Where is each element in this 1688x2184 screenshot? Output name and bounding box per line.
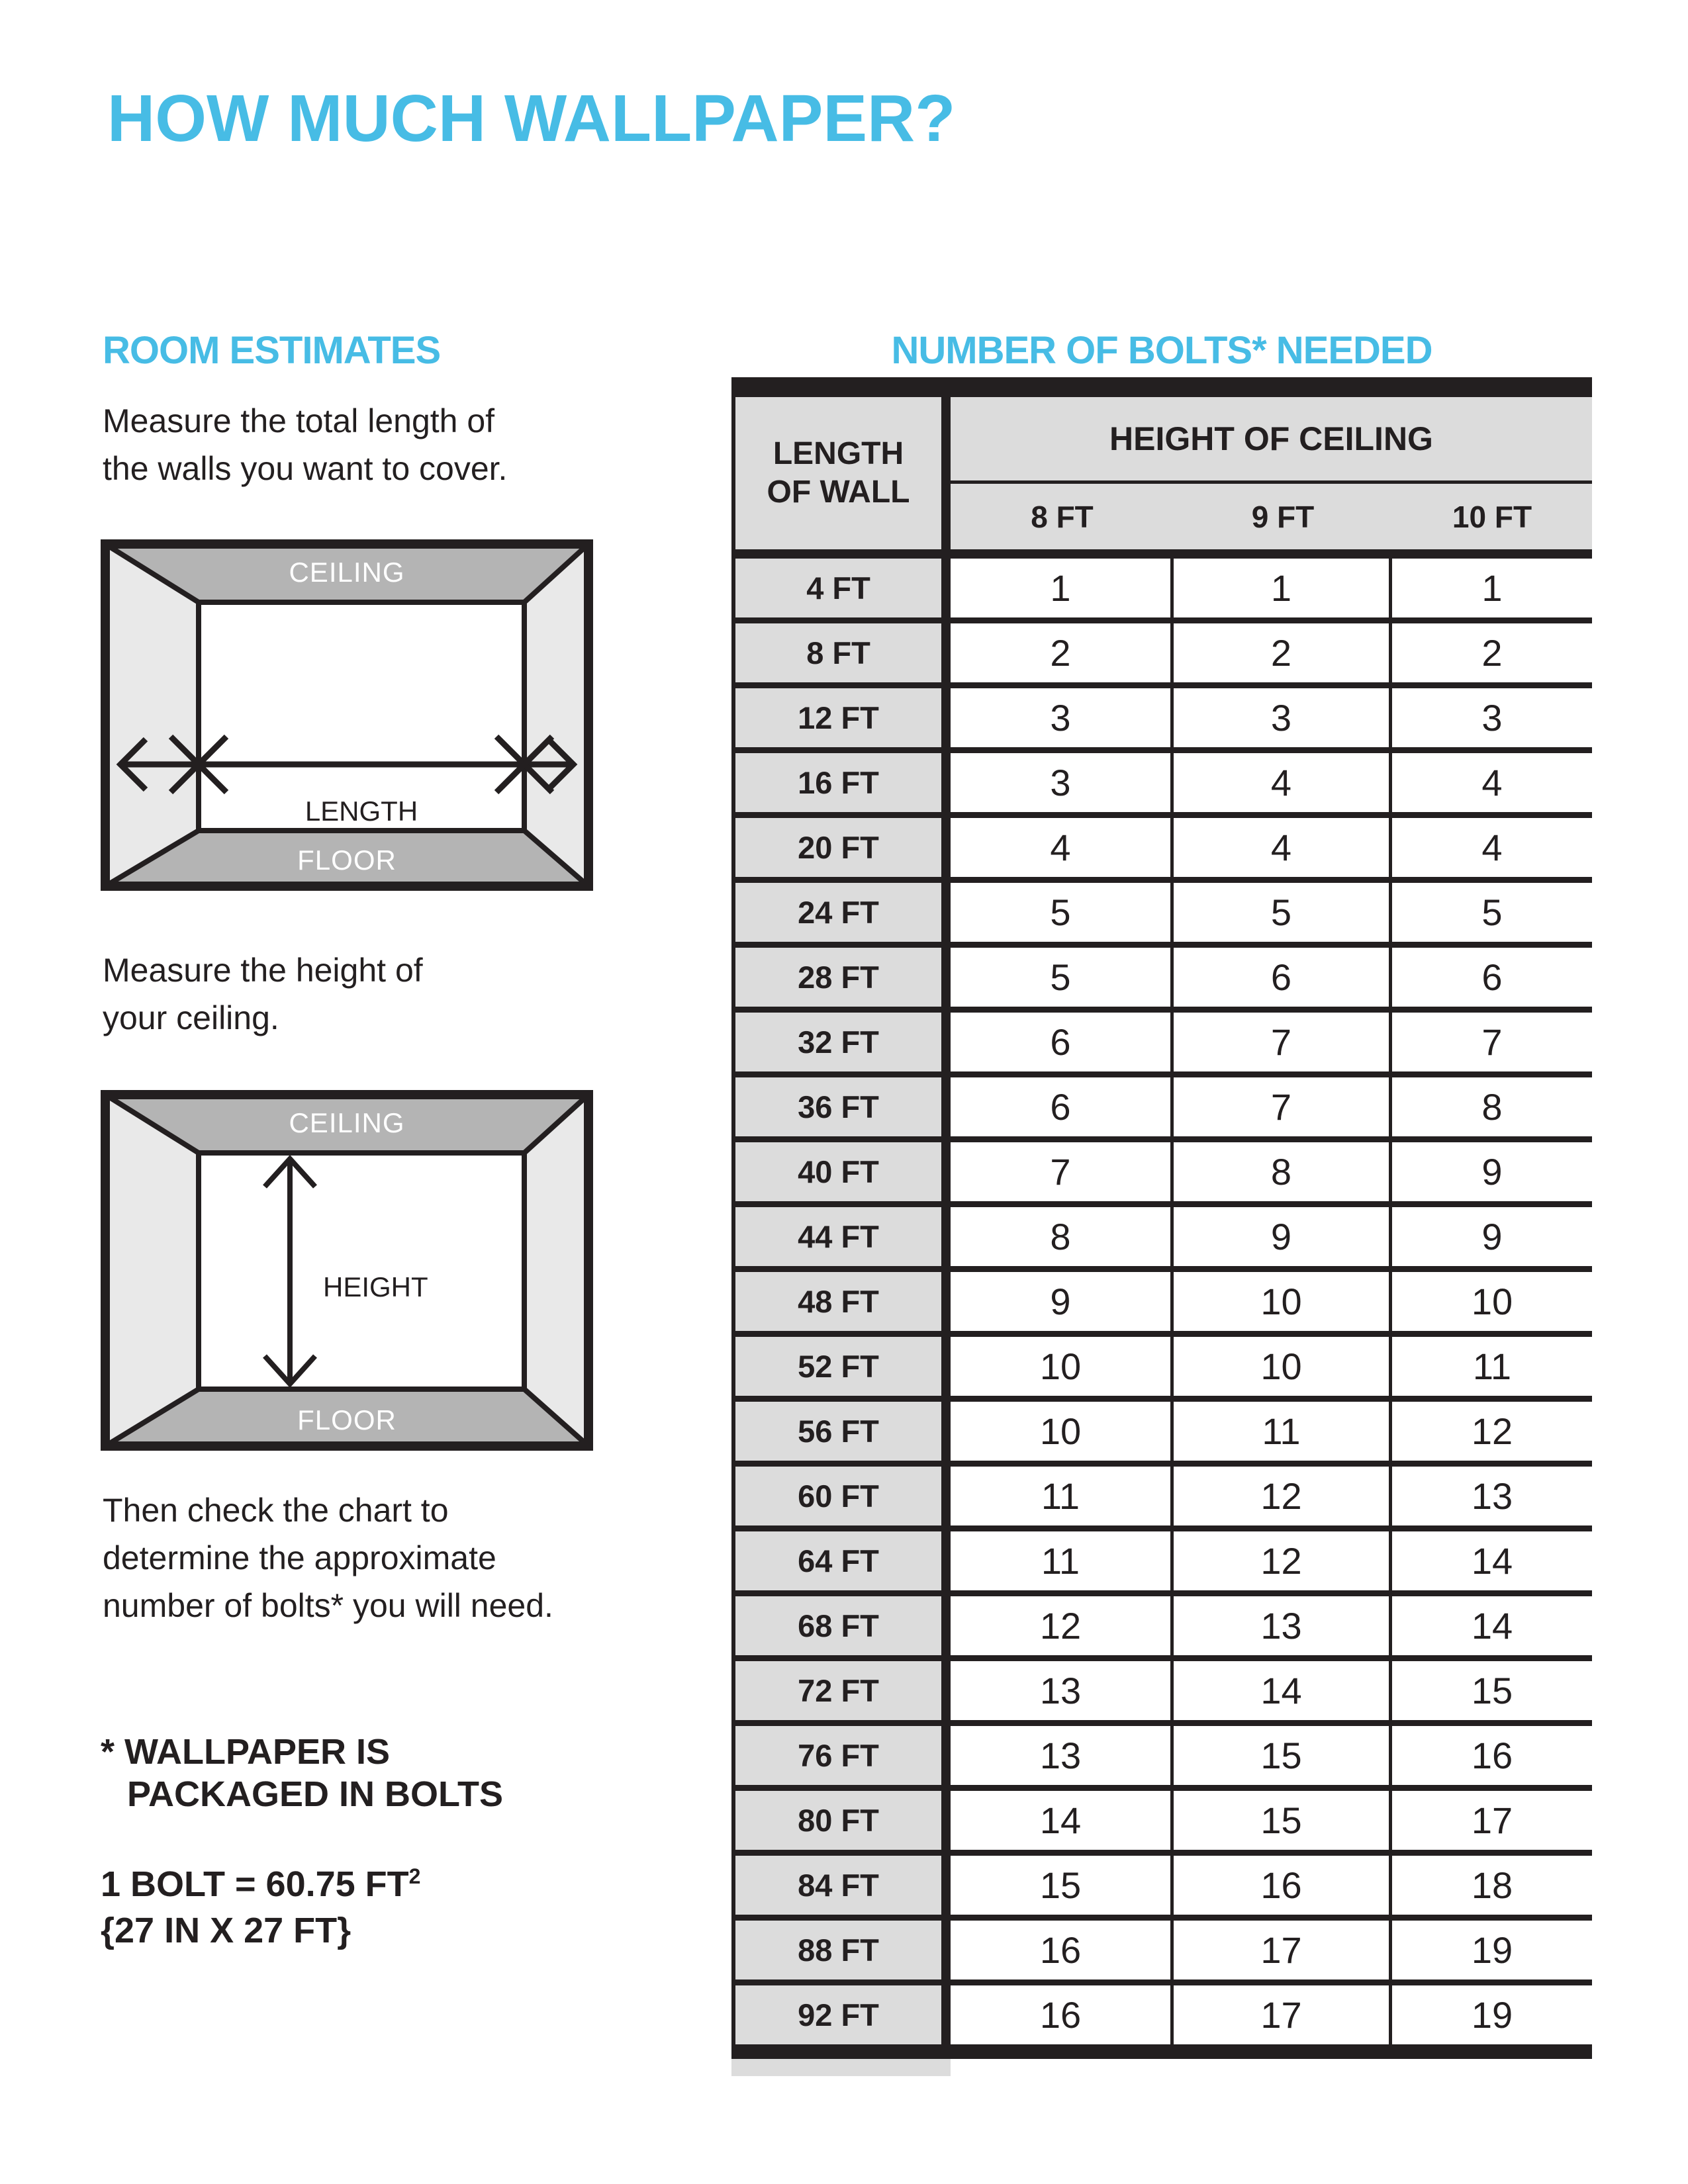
bolts-8ft-cell: 11	[951, 1467, 1170, 1525]
table-row	[731, 753, 1592, 812]
paragraph-line: determine the approximate	[103, 1539, 496, 1576]
bolts-9ft-cell: 4	[1174, 818, 1389, 877]
ceiling-label: CEILING	[289, 557, 405, 588]
bolts-9ft-cell: 11	[1174, 1402, 1389, 1461]
wall-length-cell: 60 FT	[735, 1467, 941, 1525]
column-divider	[941, 688, 951, 747]
bolt-dimensions: {27 IN X 27 FT}	[101, 1911, 352, 1950]
table-row	[731, 1531, 1592, 1590]
column-header-10ft: 10 FT	[1452, 499, 1532, 534]
bolts-10ft-cell: 10	[1392, 1272, 1592, 1331]
wall-length-cell: 24 FT	[735, 883, 941, 942]
bolts-9ft-cell: 7	[1174, 1013, 1389, 1071]
ceiling-height-columns	[951, 484, 1592, 549]
bolts-10ft-cell: 16	[1392, 1726, 1592, 1785]
bolts-10ft-cell: 9	[1392, 1142, 1592, 1201]
wall-length-cell: 48 FT	[735, 1272, 941, 1331]
header-line: LENGTH	[773, 436, 904, 471]
bolts-9ft-cell: 1	[1174, 559, 1389, 617]
bolts-10ft-cell: 13	[1392, 1467, 1592, 1525]
header-line: OF WALL	[767, 475, 910, 510]
bolts-10ft-cell: 19	[1392, 1985, 1592, 2044]
paragraph-line: your ceiling.	[103, 999, 279, 1036]
bolts-10ft-cell: 18	[1392, 1856, 1592, 1915]
column-divider	[941, 1985, 951, 2044]
column-divider	[941, 1791, 951, 1850]
bolts-8ft-cell: 16	[951, 1921, 1170, 1979]
room-height-diagram	[101, 1090, 593, 1451]
table-row	[731, 623, 1592, 682]
column-divider	[941, 1467, 951, 1525]
bolts-8ft-cell: 7	[951, 1142, 1170, 1201]
table-row	[731, 1142, 1592, 1201]
check-chart-paragraph	[103, 1486, 553, 1629]
paragraph-line: Then check the chart to	[103, 1492, 449, 1529]
bolts-10ft-cell: 15	[1392, 1661, 1592, 1720]
room-estimates-heading: ROOM ESTIMATES	[103, 329, 441, 372]
bolts-9ft-cell: 2	[1174, 623, 1389, 682]
wall-length-cell: 72 FT	[735, 1661, 941, 1720]
footnote-line: * WALLPAPER IS	[101, 1732, 391, 1772]
column-divider	[941, 1531, 951, 1590]
table-row	[731, 1985, 1592, 2044]
column-divider	[941, 883, 951, 942]
wall-length-cell: 44 FT	[735, 1207, 941, 1266]
table-row	[731, 948, 1592, 1007]
floor-label: FLOOR	[297, 1404, 397, 1435]
bolts-10ft-cell: 19	[1392, 1921, 1592, 1979]
wall-length-cell: 64 FT	[735, 1531, 941, 1590]
bolts-8ft-cell: 6	[951, 1013, 1170, 1071]
table-row	[731, 1726, 1592, 1785]
bolts-8ft-cell: 5	[951, 883, 1170, 942]
column-divider	[941, 1207, 951, 1266]
wall-length-cell: 28 FT	[735, 948, 941, 1007]
column-divider	[941, 1337, 951, 1396]
table-row	[731, 1791, 1592, 1850]
measure-length-paragraph	[103, 397, 507, 492]
column-divider	[941, 818, 951, 877]
length-label: LENGTH	[305, 796, 418, 827]
bolts-10ft-cell: 3	[1392, 688, 1592, 747]
bolts-10ft-cell: 9	[1392, 1207, 1592, 1266]
bolt-equation: 1 BOLT = 60.75 $FT^2$	[101, 1864, 421, 1904]
bolts-10ft-cell: 11	[1392, 1337, 1592, 1396]
bolts-10ft-cell: 1	[1392, 559, 1592, 617]
wall-length-cell: 88 FT	[735, 1921, 941, 1979]
page-title: HOW MUCH WALLPAPER?	[107, 81, 956, 156]
column-divider	[941, 1402, 951, 1461]
bolts-8ft-cell: 13	[951, 1726, 1170, 1785]
table-header	[731, 397, 1592, 559]
bolts-9ft-cell: 16	[1174, 1856, 1389, 1915]
column-divider	[941, 1142, 951, 1201]
bolts-10ft-cell: 8	[1392, 1077, 1592, 1136]
table-row	[731, 1013, 1592, 1071]
bolts-9ft-cell: 3	[1174, 688, 1389, 747]
wall-length-cell: 12 FT	[735, 688, 941, 747]
wall-length-cell: 56 FT	[735, 1402, 941, 1461]
table-bottom-stub	[731, 2059, 951, 2076]
table-row	[731, 1921, 1592, 1979]
bolts-8ft-cell: 1	[951, 559, 1170, 617]
bolts-9ft-cell: 12	[1174, 1531, 1389, 1590]
bolts-9ft-cell: 10	[1174, 1272, 1389, 1331]
table-row	[731, 1467, 1592, 1525]
table-row	[731, 1402, 1592, 1461]
bolts-8ft-cell: 8	[951, 1207, 1170, 1266]
paragraph-line: Measure the height of	[103, 952, 423, 989]
bolts-10ft-cell: 7	[1392, 1013, 1592, 1071]
bolts-10ft-cell: 14	[1392, 1531, 1592, 1590]
bolts-8ft-cell: 11	[951, 1531, 1170, 1590]
column-divider	[941, 1726, 951, 1785]
bolts-10ft-cell: 12	[1392, 1402, 1592, 1461]
table-row	[731, 688, 1592, 747]
column-divider	[941, 1272, 951, 1331]
bolts-8ft-cell: 2	[951, 623, 1170, 682]
table-row	[731, 1337, 1592, 1396]
bolts-10ft-cell: 4	[1392, 753, 1592, 812]
bolts-9ft-cell: 17	[1174, 1985, 1389, 2044]
wall-length-cell: 36 FT	[735, 1077, 941, 1136]
measure-height-paragraph	[103, 946, 423, 1042]
column-divider	[941, 948, 951, 1007]
column-header-9ft: 9 FT	[1251, 499, 1315, 534]
bolts-8ft-cell: 15	[951, 1856, 1170, 1915]
bolts-10ft-cell: 4	[1392, 818, 1592, 877]
bolts-9ft-cell: 10	[1174, 1337, 1389, 1396]
bolts-9ft-cell: 15	[1174, 1726, 1389, 1785]
bolts-table	[731, 377, 1592, 2076]
wall-length-cell: 52 FT	[735, 1337, 941, 1396]
wall-length-cell: 84 FT	[735, 1856, 941, 1915]
wall-length-cell: 92 FT	[735, 1985, 941, 2044]
bolts-8ft-cell: 9	[951, 1272, 1170, 1331]
bolts-9ft-cell: 12	[1174, 1467, 1389, 1525]
bolts-8ft-cell: 16	[951, 1985, 1170, 2044]
column-divider	[941, 1013, 951, 1071]
bolts-9ft-cell: 4	[1174, 753, 1389, 812]
bolts-8ft-cell: 5	[951, 948, 1170, 1007]
length-of-wall-header	[735, 397, 941, 549]
bolts-10ft-cell: 17	[1392, 1791, 1592, 1850]
wall-length-cell: 68 FT	[735, 1596, 941, 1655]
table-row	[731, 818, 1592, 877]
left-wall-surface	[105, 1095, 199, 1446]
bolts-8ft-cell: 3	[951, 753, 1170, 812]
bolts-9ft-cell: 14	[1174, 1661, 1389, 1720]
bolts-8ft-cell: 3	[951, 688, 1170, 747]
height-of-ceiling-header: HEIGHT OF CEILING	[951, 397, 1592, 480]
table-row	[731, 1596, 1592, 1655]
table-row	[731, 1207, 1592, 1266]
bolts-8ft-cell: 4	[951, 818, 1170, 877]
column-divider	[941, 559, 951, 617]
wall-length-cell: 40 FT	[735, 1142, 941, 1201]
column-divider	[941, 1077, 951, 1136]
footnote-line: PACKAGED IN BOLTS	[127, 1774, 504, 1814]
column-divider	[941, 1856, 951, 1915]
bolts-8ft-cell: 10	[951, 1402, 1170, 1461]
bolts-8ft-cell: 10	[951, 1337, 1170, 1396]
ceiling-label: CEILING	[289, 1107, 405, 1138]
bolts-9ft-cell: 7	[1174, 1077, 1389, 1136]
bolts-8ft-cell: 13	[951, 1661, 1170, 1720]
table-row	[731, 1661, 1592, 1720]
table-body	[731, 559, 1592, 2044]
bolts-9ft-cell: 17	[1174, 1921, 1389, 1979]
paragraph-line: number of bolts* you will need.	[103, 1587, 553, 1624]
table-top-border	[731, 377, 1592, 397]
column-divider	[941, 1596, 951, 1655]
wall-length-cell: 16 FT	[735, 753, 941, 812]
wall-length-cell: 80 FT	[735, 1791, 941, 1850]
wall-length-cell: 20 FT	[735, 818, 941, 877]
table-row	[731, 1856, 1592, 1915]
bolts-9ft-cell: 8	[1174, 1142, 1389, 1201]
column-divider	[941, 753, 951, 812]
bolts-10ft-cell: 14	[1392, 1596, 1592, 1655]
wall-length-cell: 76 FT	[735, 1726, 941, 1785]
bolts-9ft-cell: 5	[1174, 883, 1389, 942]
room-length-diagram	[101, 539, 593, 891]
paragraph-line: the walls you want to cover.	[103, 450, 508, 487]
column-divider	[941, 1921, 951, 1979]
bolts-9ft-cell: 13	[1174, 1596, 1389, 1655]
table-row	[731, 559, 1592, 617]
bolts-needed-heading: NUMBER OF BOLTS* NEEDED	[891, 329, 1432, 372]
bolt-size-info	[101, 1853, 420, 1954]
bolts-10ft-cell: 2	[1392, 623, 1592, 682]
bolts-footnote	[101, 1731, 503, 1815]
table-row	[731, 1077, 1592, 1136]
table-row	[731, 883, 1592, 942]
paragraph-line: Measure the total length of	[103, 402, 495, 439]
table-bottom-border	[731, 2044, 1592, 2059]
wall-length-cell: 4 FT	[735, 559, 941, 617]
column-header-8ft: 8 FT	[1031, 499, 1094, 534]
bolts-8ft-cell: 12	[951, 1596, 1170, 1655]
bolts-8ft-cell: 14	[951, 1791, 1170, 1850]
wall-length-cell: 8 FT	[735, 623, 941, 682]
table-row	[731, 1272, 1592, 1331]
bolts-10ft-cell: 6	[1392, 948, 1592, 1007]
bolts-10ft-cell: 5	[1392, 883, 1592, 942]
bolts-8ft-cell: 6	[951, 1077, 1170, 1136]
squared-superscript: 2	[408, 1864, 421, 1888]
height-label: HEIGHT	[323, 1271, 428, 1302]
floor-label: FLOOR	[297, 844, 397, 876]
column-divider	[941, 623, 951, 682]
bolts-9ft-cell: 9	[1174, 1207, 1389, 1266]
bolts-9ft-cell: 15	[1174, 1791, 1389, 1850]
bolts-9ft-cell: 6	[1174, 948, 1389, 1007]
wall-length-cell: 32 FT	[735, 1013, 941, 1071]
column-divider	[941, 1661, 951, 1720]
